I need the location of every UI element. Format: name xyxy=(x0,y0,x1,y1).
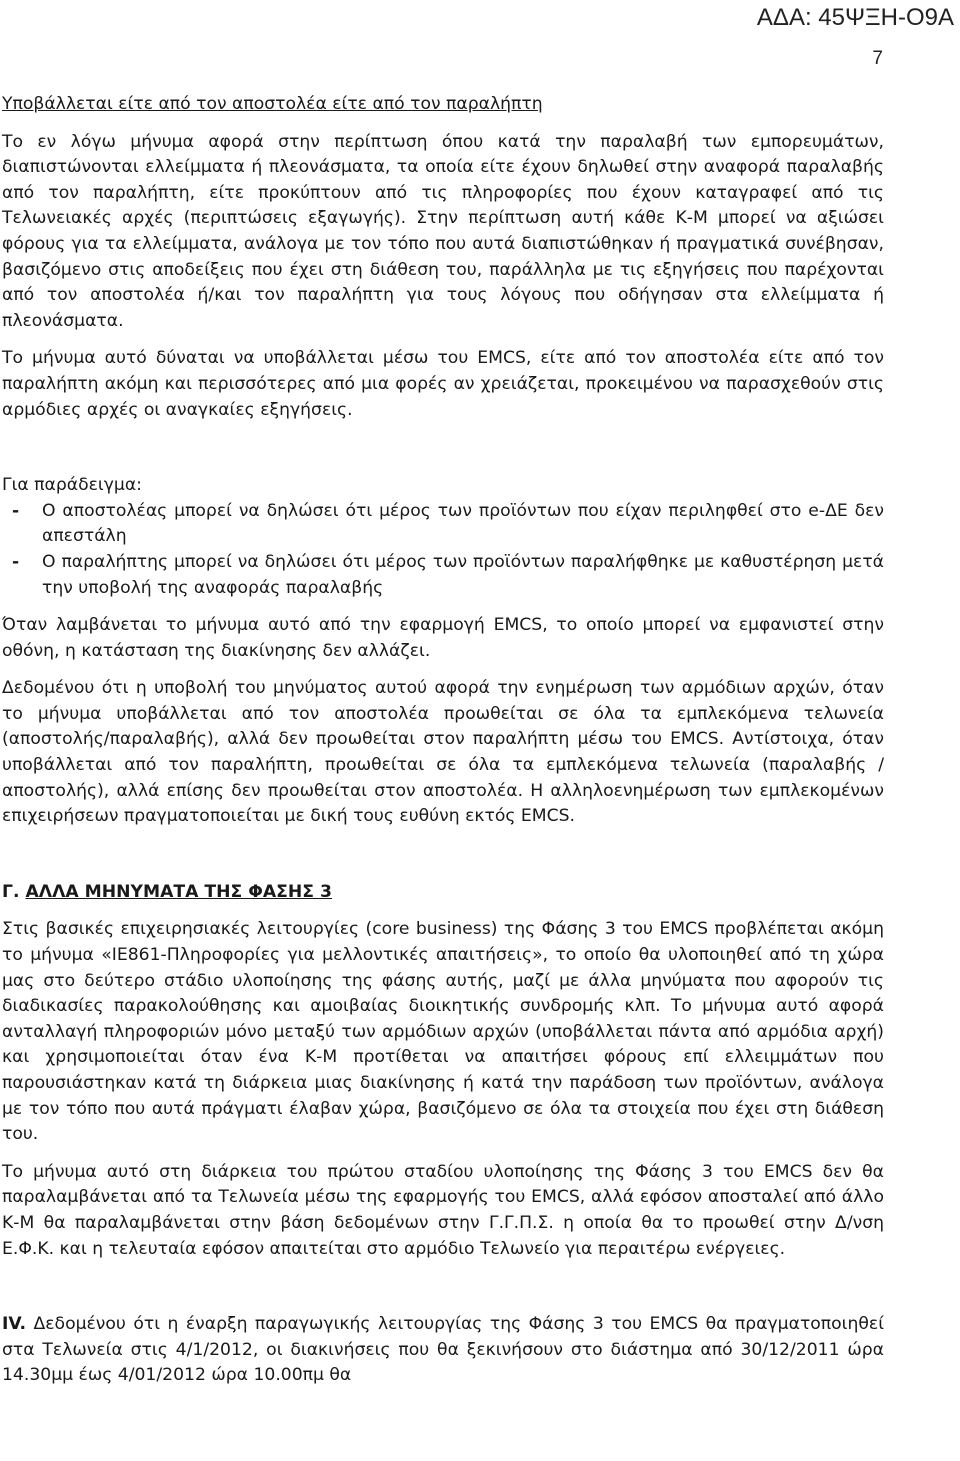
example-list xyxy=(2,499,884,601)
section-g-title: ΑΛΛΑ ΜΗΝΥΜΑΤΑ ΤΗΣ ΦΑΣΗΣ 3 xyxy=(25,881,332,902)
section-g-paragraph-2: Το μήνυμα αυτό στη διάρκεια του πρώτου σταδίου υλοποίησης της Φάσης 3 του EMCS δεν θα παραλαμβάνεται από τα Τελωνεία μέσω της εφαρμογής του EMCS, αλλά εφόσον αποσταλεί από άλλο Κ-Μ θα παραλαμβάνεται στην βάση δεδομένων στην Γ.Γ.Π.Σ. η οποία θα το προωθεί στην Δ/νση Ε.Φ.Κ. και η τελευταία εφόσον απαιτείται στο αρμόδιο Τελωνείο για περαιτέρω ενέργειες. xyxy=(2,1161,884,1259)
list-item-text: Ο αποστολέας μπορεί να δηλώσει ότι μέρος των προϊόντων που είχαν περιληφθεί στο e-ΔΕ δεν απεστάλη xyxy=(42,500,884,547)
document-body xyxy=(2,92,884,1389)
section-g-heading xyxy=(2,880,884,906)
intro-subheading: Υποβάλλεται είτε από τον αποστολέα είτε από τον παραλήπτη xyxy=(2,94,543,114)
intro-paragraph-1: Το εν λόγω μήνυμα αφορά στην περίπτωση όπου κατά την παραλαβή των εμπορευμάτων, διαπιστώνονται ελλείμματα ή πλεονάσματα, τα οποία είτε έχουν δηλωθεί στην αναφορά παραλαβής από τον παραλήπτη, είτε προκύπτουν από τις πληροφορίες που έχουν καταγραφεί από τις Τελωνειακές αρχές (περιπτώσεις εξαγωγής). Στην περίπτωση αυτή κάθε Κ-Μ μπορεί να αξιώσει φόρους για τα ελλείμματα, ανάλογα με τον τόπο που αυτά διαπιστώθηκαν ή πραγματικά συνέβησαν, βασιζόμενο στις αποδείξεις που έχει στη διάθεση του, παράλληλα με τις εξηγήσεις που παρέχονται από τον αποστολέα ή/και τον παραλήπτη για τους λόγους που οδήγησαν στα ελλείμματα ή πλεονάσματα. xyxy=(2,131,884,331)
example-label: Για παράδειγμα: xyxy=(2,475,142,496)
ada-identifier: ΑΔΑ: 45ΨΞΗ-Ο9Α xyxy=(756,4,954,31)
page-number: 7 xyxy=(872,48,883,69)
section-iv-paragraph xyxy=(2,1312,884,1389)
example-paragraph-4: Δεδομένου ότι η υποβολή του μηνύματος αυτού αφορά την ενημέρωση των αρμόδιων αρχών, όταν το μήνυμα υποβάλλεται από τον αποστολέα προωθείται σε όλα τα εμπλεκόμενα τελωνεία (αποστολής/παραλαβής), αλλά δεν προωθείται στον παραλήπτη μέσω του EMCS. Αντίστοιχα, όταν υποβάλλεται από τον παραλήπτη, προωθείται σε όλα τα εμπλεκόμενα τελωνεία (παραλαβής / αποστολής), αλλά επίσης δεν προωθείται στον αποστολέα. Η αλληλοενημέρωση των εμπλεκομένων επιχειρήσεων πραγματοποιείται με δική τους ευθύνη εκτός EMCS. xyxy=(2,678,884,827)
dash-bullet: - xyxy=(12,500,20,521)
section-g-paragraph-1: Στις βασικές επιχειρησιακές λειτουργίες (core business) της Φάσης 3 του EMCS προβλέπεται ακόμη το μήνυμα «IE861-Πληροφορίες για μελλοντικές απαιτήσεις», το οποίο θα υλοποιηθεί από τη χώρα μας στο δεύτερο στάδιο υλοποίησης της φάσης αυτής, μαζί με άλλα μηνύματα που αφορούν τις διαδικασίες παρακολούθησης και αμοιβαίας διοικητικής συνδρομής κλπ. Το μήνυμα αυτό αφορά ανταλλαγή πληροφοριών μόνο μεταξύ των αρμόδιων αρχών (υποβάλλεται πάντα από αρμόδια αρχή) και χρησιμοποιείται όταν ένα Κ-Μ προτίθεται να απαιτήσει φόρους επί ελλειμμάτων που παρουσιάστηκαν κατά τη διάρκεια μιας διακίνησης ή κατά την παράδοση των προϊόντων, ανάλογα με τον τόπο που αυτά πράγματι έλαβαν χώρα, βασιζόμενο σε όλα τα στοιχεία που έχει στη διάθεση του. xyxy=(2,919,884,1145)
list-item xyxy=(2,550,884,601)
list-item-text: Ο παραλήπτης μπορεί να δηλώσει ότι μέρος των προϊόντων παραλήφθηκε με καθυστέρηση μετά την υποβολή της αναφοράς παραλαβής xyxy=(42,551,884,598)
section-g-prefix: Γ. xyxy=(2,881,20,902)
dash-bullet: - xyxy=(12,551,20,572)
list-item xyxy=(2,499,884,550)
example-paragraph-3: Όταν λαμβάνεται το μήνυμα αυτό από την εφαρμογή EMCS, το οποίο μπορεί να εμφανιστεί στην οθόνη, η κατάσταση της διακίνησης δεν αλλάζει. xyxy=(2,615,884,661)
section-iv-text: Δεδομένου ότι η έναρξη παραγωγικής λειτουργίας της Φάσης 3 του EMCS θα πραγματοποιηθεί στα Τελωνεία στις 4/1/2012, οι διακινήσεις που θα ξεκινήσουν στο διάστημα από 30/12/2011 ώρα 14.30μμ έως 4/01/2012 ώρα 10.00πμ θα xyxy=(2,1314,885,1386)
section-iv-label: IV. xyxy=(2,1314,27,1335)
intro-paragraph-2: Το μήνυμα αυτό δύναται να υποβάλλεται μέσω του EMCS, είτε από τον αποστολέα είτε από τον παραλήπτη ακόμη και περισσότερες από μια φορές αν χρειάζεται, προκειμένου να παρασχεθούν στις αρμόδιες αρχές οι αναγκαίες εξηγήσεις. xyxy=(2,348,884,420)
